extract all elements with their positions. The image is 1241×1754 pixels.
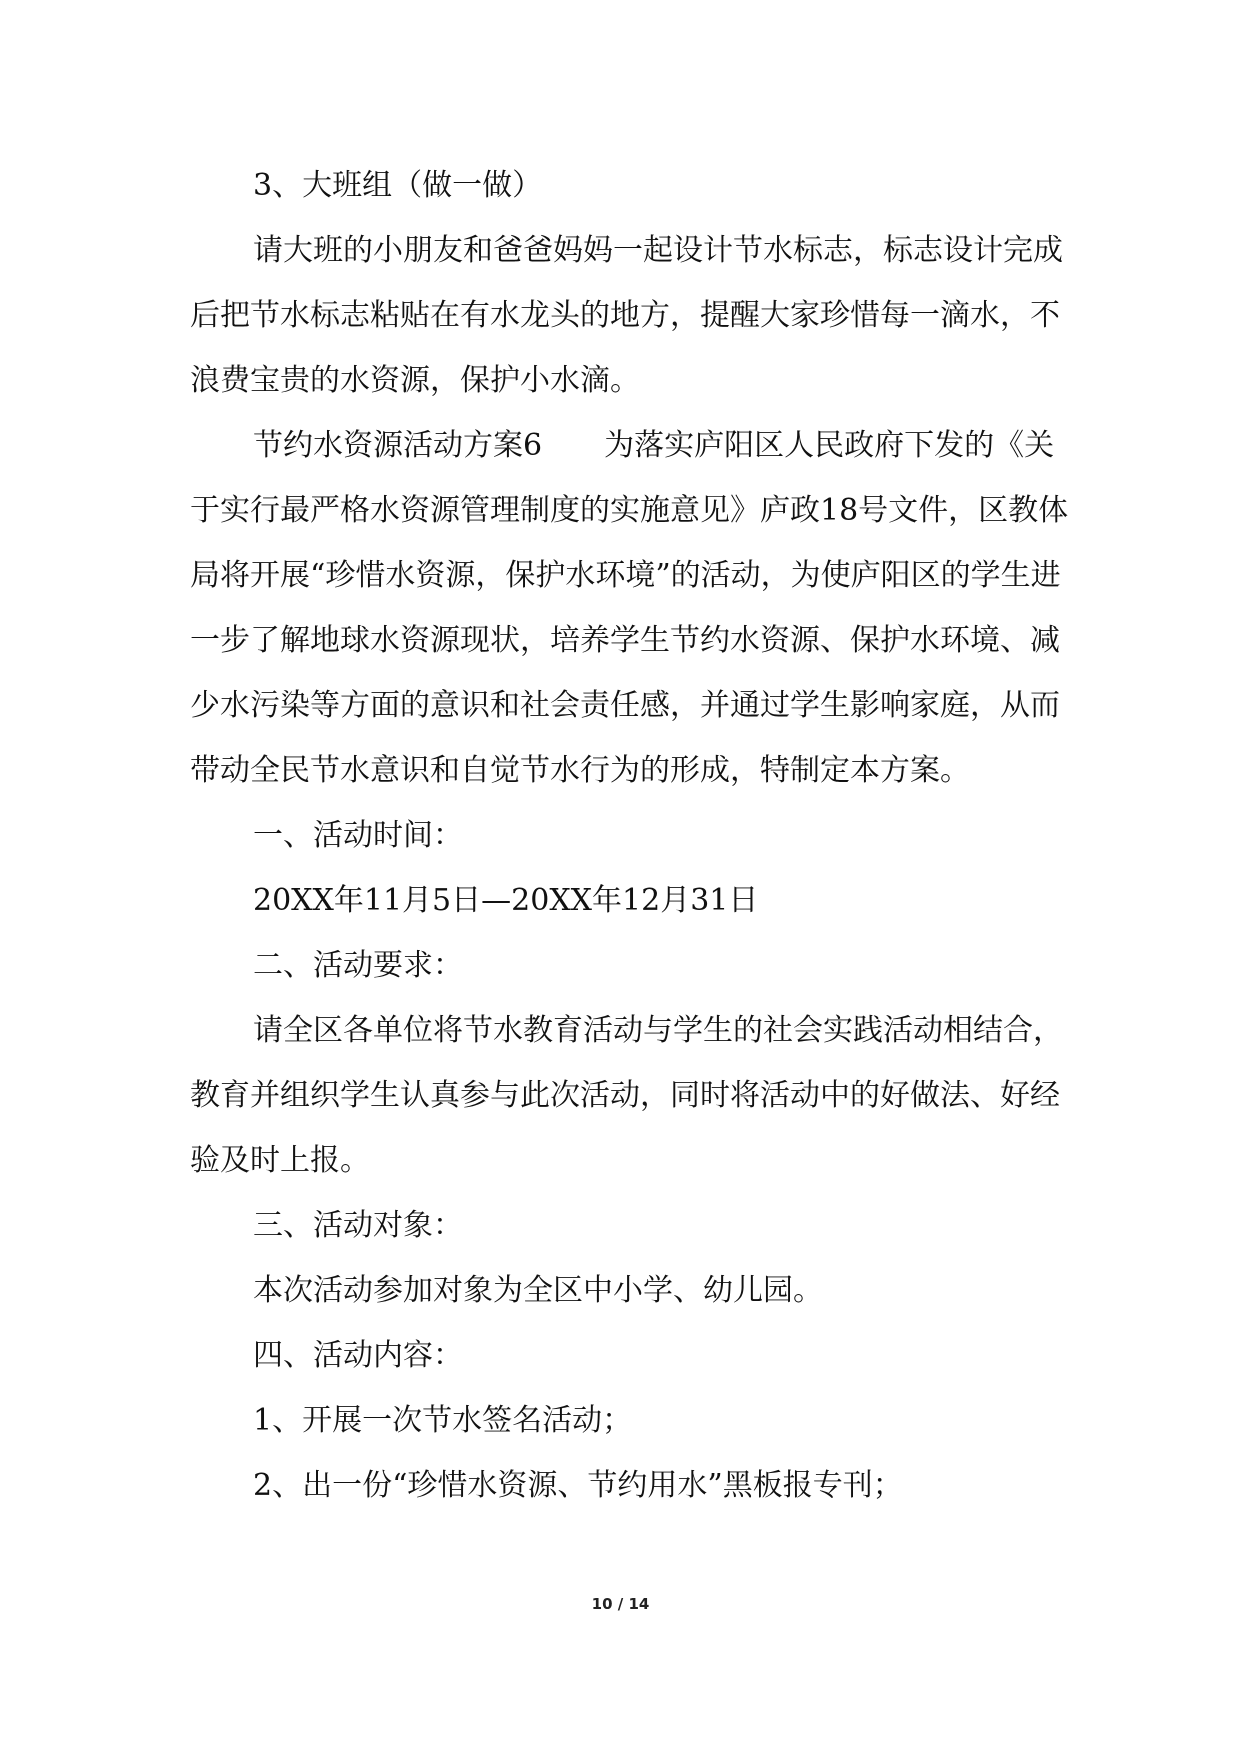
page-number: 10 / 14 bbox=[591, 1595, 650, 1613]
section-heading-participants: 三、活动对象： bbox=[253, 1208, 463, 1243]
list-item-signature: 1、开展一次节水签名活动； bbox=[253, 1403, 633, 1438]
paragraph-requirements: 请全区各单位将节水教育活动与学生的社会实践活动相结合，教育并组织学生认真参与此次活动，同时将活动中的好做法、好经验及时上报。 bbox=[190, 1013, 1063, 1178]
plan-title: 节约水资源活动方案6 bbox=[253, 428, 543, 463]
paragraph-large-class-activity: 请大班的小朋友和爸爸妈妈一起设计节水标志，标志设计完成后把节水标志粘贴在有水龙头的地方，提醒大家珍惜每一滴水，不浪费宝贵的水资源，保护小水滴。 bbox=[190, 233, 1063, 398]
paragraph-plan-intro bbox=[190, 413, 1080, 803]
paragraph-participants: 本次活动参加对象为全区中小学、幼儿园。 bbox=[253, 1273, 823, 1308]
section-heading-time: 一、活动时间： bbox=[253, 818, 463, 853]
plan-intro-text: 为落实庐阳区人民政府下发的《关于实行最严格水资源管理制度的实施意见》庐政18号文件，区教体局将开展“珍惜水资源，保护水环境”的活动，为使庐阳区的学生进一步了解地球水资源现状，培养学生节约水资源、保护水环境、减少水污染等方面的意识和社会责任感，并通过学生影响家庭，从而带动全民节水意识和自觉节水行为的形成，特制定本方案。 bbox=[190, 428, 1069, 788]
section-heading-large-class: 3、大班组（做一做） bbox=[253, 168, 543, 203]
section-heading-requirements: 二、活动要求： bbox=[253, 948, 463, 983]
section-heading-content: 四、活动内容： bbox=[253, 1338, 463, 1373]
document-body bbox=[190, 153, 1080, 1518]
list-item-blackboard: 2、出一份“珍惜水资源、节约用水”黑板报专刊； bbox=[253, 1468, 903, 1503]
paragraph-time-range: 20XX年11月5日—20XX年12月31日 bbox=[253, 883, 759, 918]
